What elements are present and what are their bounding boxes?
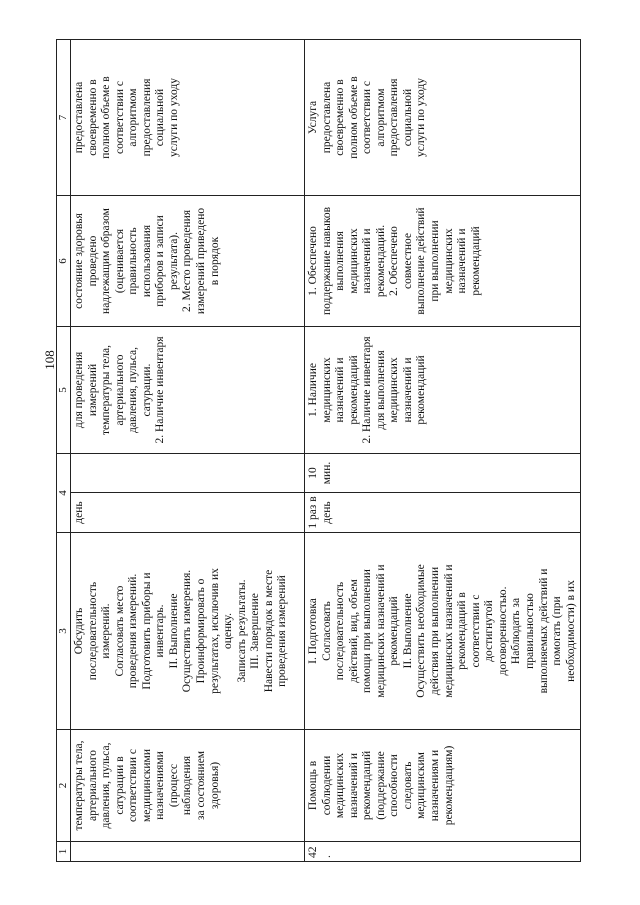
quality-indicators: 1. Обеспечено поддержание навыков выполнения медицинских назначений и рекомендаций. 2. Обеспечено совместное выполнение действий при выполнении медицинских назначений и рекомендаций [304,196,580,327]
conditions: для проведения измерений температуры тела, артериального давления, пульса, сатурации. 2. Наличие инвентаря [70,327,304,454]
header-cell-1: 1 [57,842,71,862]
header-row [57,40,71,862]
row-number: 42. [304,842,580,862]
service-name: температуры тела, артериального давления, пульса, сатурации в соответствии с медицинскими назначениями (процесс наблюдения за состоянием здоровья) [70,730,304,842]
duration [70,454,304,493]
services-table [56,39,581,862]
result-evaluation: Услуга предоставлена своевременно в полном объеме в соответствии с алгоритмом предоставления социальной услуги по уходу [304,40,580,196]
table-row [70,40,304,862]
page-number-text: 108 [41,350,57,370]
conditions: 1. Наличие медицинских назначений и рекомендаций 2. Наличие инвентаря для выполнения медицинских назначений и рекомендаций [304,327,580,454]
header-cell-7: 7 [57,40,71,196]
frequency: 1 раз в день [304,493,580,533]
frequency: день [70,493,304,533]
header-cell-2: 2 [57,730,71,842]
quality-indicators: состояние здоровья проведено надлежащим образом (оценивается правильность использования приборов и записи результата). 2. Место проведения измерений приведено в порядок [70,196,304,327]
service-name: Помощь в соблюдении медицинских назначений и рекомендаций (поддержание способности следовать медицинским назначениям и рекомендациям) [304,730,580,842]
header-cell-5: 5 [57,327,71,454]
row-number [70,842,304,862]
header-cell-4: 4 [57,454,71,533]
procedure: Обсудить последовательность измерений. Согласовать место проведения измерений. Подготовить приборы и инвентарь. II. Выполнение Осуществить измерения. Проинформировать о результатах, исключив их оценку. Записать результаты. III. Завершение Навести порядок в месте проведения измерений [70,533,304,730]
procedure: I. Подготовка Согласовать последовательность действий, вид, объем помощи при выполнении медицинских назначений и рекомендаций II. Выполнение Осуществить необходимые действия при выполнении медицинских назначений и рекомендаций в соответствии с достигнутой договоренностью. Наблюдать за правильностью выполняемых действий и помогать (при необходимости) в их [304,533,580,730]
rotated-table-container [56,40,588,862]
header-cell-3: 3 [57,533,71,730]
header-cell-6: 6 [57,196,71,327]
result-evaluation: предоставлена своевременно в полном объеме в соответствии с алгоритмом предоставления социальной услуги по уходу [70,40,304,196]
duration: 10 мин. [304,454,580,493]
table-row [304,40,580,862]
